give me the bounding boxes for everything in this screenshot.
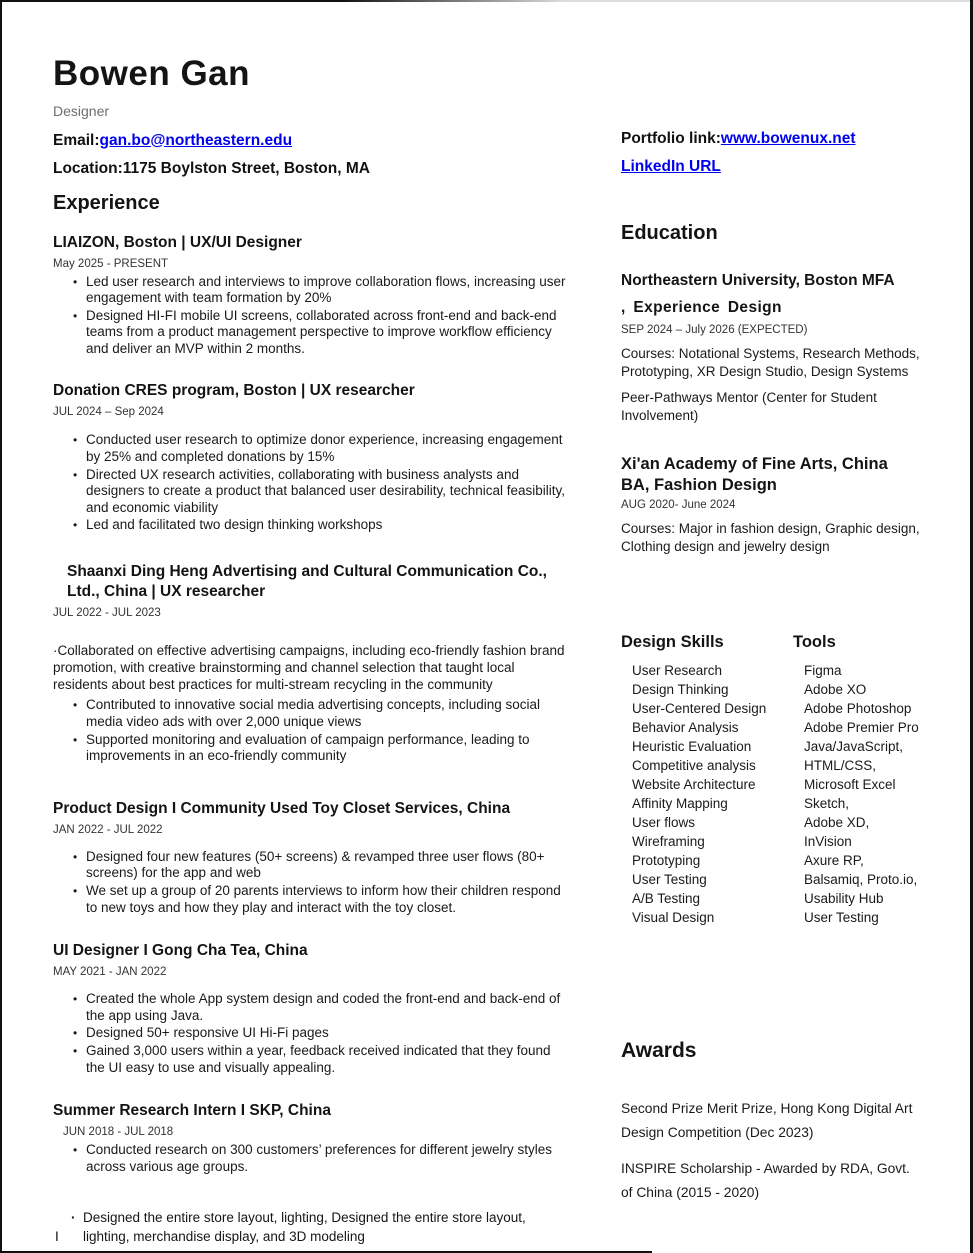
bullet-item: • Designed HI-FI mobile UI screens, collaborated across front-end and back-end teams from a product management perspective to improve workflow efficiency and deliver an MVP within 2 months. (53, 308, 568, 358)
tool-item: Balsamiq, Proto.io, (804, 872, 918, 887)
page-border-top (0, 0, 973, 2)
tool-item: Adobe Premier Pro (804, 720, 919, 735)
education-entry (621, 454, 921, 555)
skill-item: User-Centered Design (632, 701, 767, 716)
experience-entry (53, 381, 568, 534)
tool-item: Adobe Photoshop (804, 701, 912, 716)
awards-section (621, 1039, 921, 1205)
bullet-item: • Led and facilitated two design thinking workshops (53, 517, 568, 534)
job-dates: JUL 2024 – Sep 2024 (53, 406, 164, 419)
bullet-item: • We set up a group of 20 parents interviews to inform how their children respond to new toys and how they play and interact with the toy closet. (53, 883, 568, 916)
page-border-left (0, 0, 2, 1253)
bullet-item: • Contributed to innovative social media advertising concepts, including social media video ads with over 2,000 unique views (53, 697, 568, 730)
tool-item: Adobe XO (804, 682, 867, 697)
design-skills-list (621, 661, 793, 927)
job-dates: JUN 2018 - JUL 2018 (63, 1126, 174, 1139)
section-heading-education: Education (621, 222, 718, 244)
skill-item: Affinity Mapping (632, 796, 728, 811)
email-link[interactable]: gan.bo@northeastern.edu (99, 131, 293, 149)
experience-entry (53, 562, 568, 765)
margin-stray-character: I (55, 1229, 59, 1245)
tools-column (793, 633, 921, 927)
school-detail: Peer-Pathways Mentor (Center for Student Involvement) (621, 390, 877, 423)
skill-item: A/B Testing (632, 891, 701, 906)
tool-item: Figma (804, 663, 842, 678)
bullet-item: • Led user research and interviews to improve collaboration flows, increasing user engagement with team formation by 20% (53, 274, 568, 307)
school-name: Northeastern University, Boston MFA , Experience Design (621, 272, 895, 316)
tool-item: Adobe XD, (804, 815, 870, 830)
job-title: LIAIZON, Boston | UX/UI Designer (53, 233, 302, 251)
job-title: Summer Research Intern I SKP, China (53, 1102, 331, 1120)
job-dates: JUL 2022 - JUL 2023 (53, 607, 161, 620)
bullet-item: • Directed UX research activities, collaborating with business analysts and designers to create a product that balanced user desirability, technical feasibility, and economic viability (53, 467, 568, 517)
job-title: Product Design I Community Used Toy Closet Services, China (53, 799, 511, 817)
email-label: Email: (53, 131, 100, 149)
portfolio-line (621, 130, 921, 148)
skill-item: User Testing (632, 872, 707, 887)
tool-item: InVision (804, 834, 852, 849)
job-dates: JAN 2022 - JUL 2022 (53, 823, 163, 836)
skill-item: Visual Design (632, 910, 715, 925)
job-intro-paragraph: ·Collaborated on effective advertising campaigns, including eco-friendly fashion brand promotion, with creative brainstorming and channel selection that taught local residents about best practices for multi-stream recycling in the community (53, 643, 565, 692)
school-dates: AUG 2020- June 2024 (621, 499, 736, 511)
job-bullet-list (53, 1142, 568, 1175)
tools-heading: Tools (793, 633, 836, 651)
job-dates: MAY 2021 - JAN 2022 (53, 966, 167, 979)
section-heading-experience: Experience (53, 191, 160, 214)
skills-section (621, 633, 921, 927)
experience-entry (53, 799, 568, 916)
portfolio-label: Portfolio link: (621, 130, 721, 147)
location-value: 1175 Boylston Street, Boston, MA (122, 159, 370, 177)
tool-item: Sketch, (804, 796, 850, 811)
tool-item: HTML/CSS, (804, 758, 877, 773)
design-skills-column (621, 633, 793, 927)
job-dates: May 2025 - PRESENT (53, 257, 169, 270)
skill-item: Competitive analysis (632, 758, 756, 773)
section-heading-awards: Awards (621, 1039, 697, 1062)
bullet-item: • Created the whole App system design and coded the front-end and back-end of the app using Java. (53, 991, 568, 1024)
email-line (53, 132, 568, 150)
tool-item: User Testing (804, 910, 879, 925)
bullet-item: • Supported monitoring and evaluation of campaign performance, leading to improvements in an eco-friendly community (53, 732, 568, 765)
bullet-item: • Conducted research on 300 customers’ preferences for different jewelry styles across various age groups. (53, 1142, 568, 1175)
job-title: Donation CRES program, Boston | UX researcher (53, 382, 415, 400)
location-line (53, 160, 568, 178)
portfolio-link[interactable]: www.bowenux.net (720, 130, 856, 147)
tool-item: Usability Hub (804, 891, 884, 906)
bullet-item: · Designed the entire store layout, lighting, Designed the entire store layout, lighting, merchandise display, and 3D modeling (53, 1209, 568, 1246)
school-dates: SEP 2024 – July 2026 (EXPECTED) (621, 324, 808, 336)
skill-item: Wireframing (632, 834, 705, 849)
skill-item: User Research (632, 663, 723, 678)
left-column (53, 55, 568, 1246)
education-entry (621, 267, 921, 424)
school-detail: Courses: Notational Systems, Research Methods, Prototyping, XR Design Studio, Design Systems (621, 346, 920, 379)
skill-item: Behavior Analysis (632, 720, 739, 735)
job-bullet-list (53, 432, 568, 534)
skill-item: Prototyping (632, 853, 701, 868)
skill-item: Design Thinking (632, 682, 729, 697)
experience-entry (53, 1101, 568, 1175)
award-item: INSPIRE Scholarship - Awarded by RDA, Govt. of China (2015 - 2020) (621, 1161, 910, 1200)
job-bullet-list (53, 697, 568, 764)
experience-entry (53, 233, 568, 358)
job-bullet-list (53, 991, 568, 1076)
role-subtitle: Designer (53, 102, 110, 119)
tool-item: Axure RP, (804, 853, 864, 868)
bullet-item: • Designed 50+ responsive UI Hi-Fi pages (53, 1025, 568, 1042)
trailing-bullet-block (53, 1209, 568, 1246)
job-title: Shaanxi Ding Heng Advertising and Cultural Communication Co., Ltd., China | UX researcher (67, 563, 547, 601)
linkedin-line (621, 158, 921, 176)
skill-item: Heuristic Evaluation (632, 739, 752, 754)
tools-list (793, 661, 921, 927)
skill-item: Website Architecture (632, 777, 756, 792)
tool-item: Java/JavaScript, (804, 739, 904, 754)
page-title: Bowen Gan (53, 54, 251, 93)
job-bullet-list (53, 849, 568, 916)
award-item: Second Prize Merit Prize, Hong Kong Digital Art Design Competition (Dec 2023) (621, 1101, 913, 1140)
school-name: Xi'an Academy of Fine Arts, China BA, Fashion Design (621, 455, 888, 494)
bullet-item: • Gained 3,000 users within a year, feedback received indicated that they found the UI easy to use and visually appealing. (53, 1043, 568, 1076)
right-column (621, 130, 921, 1205)
tool-item: Microsoft Excel (804, 777, 896, 792)
location-label: Location: (53, 159, 123, 177)
job-bullet-list (53, 274, 568, 358)
bullet-item: • Conducted user research to optimize donor experience, increasing engagement by 25% and completed donations by 15% (53, 432, 568, 465)
design-skills-heading: Design Skills (621, 633, 724, 651)
experience-entry (53, 941, 568, 1076)
bullet-item: • Designed four new features (50+ screens) & revamped three user flows (80+ screens) for the app and web (53, 849, 568, 882)
skill-item: User flows (632, 815, 696, 830)
job-title: UI Designer I Gong Cha Tea, China (53, 942, 308, 960)
linkedin-link[interactable]: LinkedIn URL (621, 158, 721, 175)
school-detail: Courses: Major in fashion design, Graphic design, Clothing design and jewelry design (621, 521, 920, 554)
